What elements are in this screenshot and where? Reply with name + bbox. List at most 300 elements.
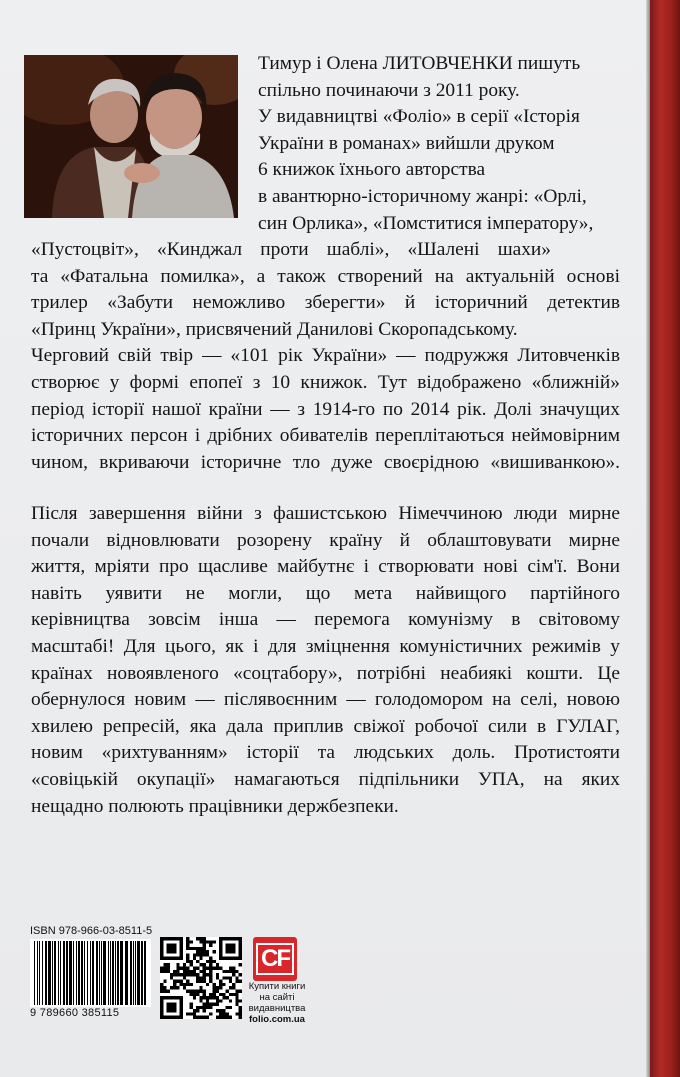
barcode-digits: 9 789660 385115: [30, 1007, 120, 1019]
qr-module: [193, 996, 196, 999]
qr-module: [193, 993, 196, 996]
qr-module: [219, 999, 222, 1002]
qr-module: [163, 986, 166, 989]
qr-module: [203, 970, 206, 973]
qr-module: [206, 1006, 209, 1009]
qr-module: [206, 1016, 209, 1019]
qr-module: [203, 993, 206, 996]
barcode-bar: [87, 941, 88, 1005]
qr-module: [239, 999, 242, 1002]
barcode-bar: [52, 941, 53, 1005]
qr-module: [173, 983, 176, 986]
qr-module: [209, 1003, 212, 1006]
qr-module: [167, 967, 170, 970]
qr-module: [203, 944, 206, 947]
qr-module: [193, 973, 196, 976]
bio-line: «Принц України», присвячений Данилові Скоропадському.: [31, 318, 518, 340]
qr-module: [239, 989, 242, 992]
barcode-bar: [133, 941, 134, 1005]
qr-module: [167, 1003, 177, 1013]
qr-module: [206, 953, 209, 956]
qr-module: [216, 996, 219, 999]
qr-module: [226, 970, 229, 973]
qr-module: [203, 980, 206, 983]
synopsis-line: «совіцькій окупації» намагаються підпільники УПА, на яких: [31, 768, 620, 790]
barcode-bar: [120, 941, 123, 1005]
qr-module: [203, 1016, 206, 1019]
qr-module: [173, 980, 176, 983]
synopsis-line: новим «рихтуванням» історії та людських доль. Протистояти: [31, 742, 620, 764]
qr-module: [209, 996, 212, 999]
qr-module: [209, 967, 212, 970]
barcode-bar: [45, 941, 47, 1005]
qr-module: [196, 989, 199, 992]
qr-module: [239, 1006, 242, 1009]
qr-module: [206, 967, 209, 970]
qr-module: [180, 967, 183, 970]
qr-module: [190, 989, 193, 992]
barcode-bar: [96, 941, 98, 1005]
qr-module: [219, 983, 222, 986]
qr-module: [160, 986, 163, 989]
qr-module: [183, 970, 186, 973]
bio-line: У видавництві «Фоліо» в серії «Історія: [258, 106, 580, 128]
bio-line: «Пустоцвіт», «Кинджал проти шаблі», «Шалені шахи»: [31, 239, 551, 260]
qr-module: [229, 993, 232, 996]
qr-module: [212, 1003, 215, 1006]
qr-module: [222, 996, 225, 999]
qr-module: [199, 970, 202, 973]
qr-module: [239, 1016, 242, 1019]
qr-module: [229, 967, 232, 970]
qr-module: [183, 976, 186, 979]
barcode-bar: [34, 941, 35, 1005]
qr-module: [226, 1006, 229, 1009]
qr-module: [212, 996, 215, 999]
qr-module: [196, 993, 199, 996]
qr-module: [235, 989, 238, 992]
barcode-bar: [69, 941, 72, 1005]
bio-line: трилер «Забути неможливо зберегти» й історичний детектив: [31, 292, 620, 314]
qr-module: [199, 947, 202, 950]
qr-module: [176, 986, 179, 989]
qr-module: [193, 967, 196, 970]
qr-module: [212, 940, 215, 943]
synopsis-line: почали відновлювати розорену країну й облаштовувати мирне: [31, 529, 620, 551]
qr-module: [206, 1003, 209, 1006]
synopsis-line: керівництва зовсім інша — перемога комунізму в світовому: [31, 609, 620, 631]
qr-module: [226, 996, 229, 999]
qr-module: [232, 993, 235, 996]
qr-module: [190, 960, 193, 963]
qr-module: [235, 976, 238, 979]
qr-module: [226, 1012, 229, 1015]
qr-module: [212, 950, 215, 953]
qr-module: [203, 967, 206, 970]
qr-module: [235, 993, 238, 996]
qr-module: [199, 1006, 202, 1009]
publisher-website[interactable]: folio.com.ua: [249, 1014, 305, 1025]
buy-line: Купити книги: [248, 981, 306, 992]
qr-module: [186, 983, 189, 986]
synopsis-line: обернулося новим — післявоєнним — голодомором на селі, новою: [31, 689, 620, 711]
qr-module: [239, 980, 242, 983]
qr-module: [209, 957, 212, 960]
buy-online-note: [247, 981, 307, 1025]
qr-module: [203, 1009, 206, 1012]
barcode-bar: [103, 941, 106, 1005]
qr-module: [199, 976, 202, 979]
qr-module: [176, 973, 179, 976]
qr-module: [170, 986, 173, 989]
qr-module: [186, 970, 189, 973]
bio-line: в авантюрно-історичному жанрі: «Орлі,: [258, 185, 587, 207]
qr-module: [206, 999, 209, 1002]
qr-module: [176, 963, 179, 966]
qr-module: [206, 983, 209, 986]
qr-module: [160, 970, 163, 973]
qr-module: [232, 983, 235, 986]
qr-module: [229, 1006, 232, 1009]
qr-module: [216, 1009, 219, 1012]
qr-module: [212, 983, 215, 986]
qr-module: [163, 963, 166, 966]
qr-module: [209, 940, 212, 943]
qr-module: [193, 1009, 196, 1012]
qr-module: [219, 967, 222, 970]
qr-module: [209, 993, 212, 996]
qr-module: [193, 957, 196, 960]
qr-module: [173, 986, 176, 989]
qr-module: [199, 937, 202, 940]
qr-module: [190, 940, 193, 943]
qr-module: [226, 989, 229, 992]
barcode-bar: [141, 941, 143, 1005]
qr-module: [216, 967, 219, 970]
barcode-bar: [42, 941, 43, 1005]
qr-module: [199, 986, 202, 989]
qr-module: [170, 973, 173, 976]
synopsis-line: нещадно полюють працівники держбезпеки.: [31, 795, 399, 817]
qr-module: [163, 970, 166, 973]
qr-module: [196, 976, 199, 979]
qr-module: [203, 989, 206, 992]
qr-module: [239, 963, 242, 966]
qr-module: [222, 1016, 225, 1019]
qr-module: [167, 963, 170, 966]
qr-module: [186, 957, 189, 960]
qr-module: [199, 963, 202, 966]
bio-line: історичних персон і дрібних обивателів переплітаються неймовірним: [31, 425, 620, 447]
qr-module: [222, 976, 225, 979]
qr-module: [160, 983, 163, 986]
isbn-label: ISBN 978-966-03-8511-5: [30, 925, 153, 937]
bio-line: створює у формі епопеї з 10 книжок. Тут відображено «ближній»: [31, 371, 620, 393]
bio-line: період історії нашої країни — з 1914-го по 2014 рік. Долі значущих: [31, 398, 620, 420]
bio-line: спільно починаючи з 2011 року.: [258, 79, 520, 101]
qr-module: [226, 976, 229, 979]
qr-module: [216, 999, 219, 1002]
qr-module: [203, 937, 206, 940]
qr-module: [206, 960, 209, 963]
qr-module: [183, 967, 186, 970]
qr-module: [180, 983, 183, 986]
qr-module: [193, 989, 196, 992]
qr-module: [176, 970, 179, 973]
qr-module: [219, 986, 222, 989]
barcode-bar: [99, 941, 100, 1005]
author-bio-intro: [258, 51, 593, 237]
barcode-bar: [110, 941, 111, 1005]
qr-module: [235, 1003, 238, 1006]
qr-module: [196, 947, 199, 950]
bio-line: Тимур і Олена ЛИТОВЧЕНКИ пишуть: [258, 53, 581, 74]
qr-module: [229, 999, 232, 1002]
qr-module: [209, 973, 212, 976]
qr-module: [196, 950, 199, 953]
barcode-bar: [39, 941, 40, 1005]
qr-module: [190, 1003, 193, 1006]
isbn-barcode: [30, 939, 151, 1007]
qr-module: [219, 1009, 222, 1012]
qr-module: [196, 1009, 199, 1012]
qr-module: [212, 986, 215, 989]
qr-module: [206, 950, 209, 953]
barcode-bar: [90, 941, 91, 1005]
qr-module: [209, 960, 212, 963]
qr-module: [209, 980, 212, 983]
qr-module: [183, 983, 186, 986]
qr-module: [203, 940, 206, 943]
author-bio-continued: [31, 237, 620, 476]
qr-module: [229, 970, 232, 973]
qr-module: [203, 963, 206, 966]
qr-module: [196, 1006, 199, 1009]
qr-module: [209, 1006, 212, 1009]
qr-module: [186, 1012, 189, 1015]
qr-module: [186, 940, 189, 943]
qr-module: [160, 989, 163, 992]
qr-module: [199, 989, 202, 992]
qr-code: [160, 937, 242, 1019]
qr-module: [193, 1012, 196, 1015]
barcode-bar: [66, 941, 68, 1005]
bio-line: син Орлика», «Помститися імператору»,: [258, 212, 594, 234]
qr-module: [226, 944, 236, 954]
qr-module: [206, 973, 209, 976]
qr-module: [216, 963, 219, 966]
qr-module: [212, 967, 215, 970]
barcode-bar: [60, 941, 61, 1005]
synopsis-line: масштабі! Для цього, як і для зміцнення комуністичних режимів у: [31, 635, 620, 657]
barcode-bar: [54, 941, 56, 1005]
qr-module: [160, 967, 163, 970]
qr-module: [222, 983, 225, 986]
qr-module: [190, 983, 193, 986]
qr-module: [190, 963, 193, 966]
qr-module: [206, 996, 209, 999]
publisher-logo-text: CF: [256, 943, 294, 975]
qr-module: [232, 973, 235, 976]
qr-module: [229, 980, 232, 983]
qr-module: [167, 989, 170, 992]
qr-module: [216, 973, 219, 976]
qr-module: [186, 960, 189, 963]
barcode-bar: [112, 941, 114, 1005]
qr-module: [193, 1016, 196, 1019]
buy-line: на сайті: [259, 992, 295, 1003]
qr-module: [196, 953, 199, 956]
barcode-bar: [78, 941, 80, 1005]
qr-module: [216, 1003, 219, 1006]
qr-module: [239, 1009, 242, 1012]
qr-module: [163, 980, 166, 983]
publisher-logo: [253, 937, 297, 981]
barcode-bar: [117, 941, 119, 1005]
qr-module: [199, 996, 202, 999]
qr-module: [222, 993, 225, 996]
qr-module: [203, 953, 206, 956]
qr-module: [209, 976, 212, 979]
qr-module: [186, 980, 189, 983]
qr-module: [209, 944, 212, 947]
qr-module: [219, 1016, 222, 1019]
qr-module: [229, 1016, 232, 1019]
qr-module: [222, 970, 225, 973]
barcode-bar: [76, 941, 77, 1005]
qr-module: [190, 970, 193, 973]
qr-module: [186, 989, 189, 992]
qr-module: [203, 1003, 206, 1006]
barcode-bar: [125, 941, 128, 1005]
qr-module: [196, 960, 199, 963]
barcode-bar: [81, 941, 83, 1005]
qr-module: [176, 967, 179, 970]
authors-photo: [24, 55, 238, 218]
qr-module: [190, 1006, 193, 1009]
qr-module: [232, 967, 235, 970]
qr-module: [190, 993, 193, 996]
qr-module: [196, 980, 199, 983]
qr-module: [235, 980, 238, 983]
qr-module: [180, 973, 183, 976]
qr-module: [219, 1012, 222, 1015]
qr-module: [186, 973, 189, 976]
qr-module: [222, 1009, 225, 1012]
qr-module: [216, 989, 219, 992]
barcode-bar: [108, 941, 109, 1005]
barcode-bar: [115, 941, 116, 1005]
buy-line: видавництва: [248, 1003, 306, 1014]
qr-module: [186, 953, 189, 956]
qr-module: [209, 963, 212, 966]
qr-module: [232, 986, 235, 989]
qr-module: [196, 973, 199, 976]
bio-line: та «Фатальна помилка», а також створений на актуальній основі: [31, 265, 620, 287]
synopsis-line: Після завершення війни з фашистською Німеччиною люди мирне: [31, 503, 620, 524]
bio-line: України в романах» вийшли друком: [258, 132, 555, 154]
qr-module: [212, 960, 215, 963]
qr-module: [196, 1016, 199, 1019]
qr-module: [190, 973, 193, 976]
qr-module: [186, 947, 189, 950]
barcode-bar: [135, 941, 136, 1005]
qr-module: [219, 980, 222, 983]
qr-module: [203, 947, 206, 950]
qr-module: [235, 999, 238, 1002]
qr-module: [199, 953, 202, 956]
qr-module: [199, 950, 202, 953]
qr-module: [226, 1016, 229, 1019]
qr-module: [193, 970, 196, 973]
synopsis-line: країнах новоявленого «соцтабору», потрібні неабиякі кошти. Це: [31, 662, 620, 684]
barcode-bar: [73, 941, 74, 1005]
qr-module: [173, 970, 176, 973]
barcode-bar: [137, 941, 140, 1005]
qr-module: [167, 944, 177, 954]
bio-line: Черговий свій твір — «101 рік України» — подружжя Литовченків: [31, 345, 620, 367]
qr-module: [216, 1016, 219, 1019]
qr-module: [199, 1016, 202, 1019]
barcode-bar: [48, 941, 51, 1005]
barcode-bar: [58, 941, 59, 1005]
qr-module: [186, 937, 189, 940]
qr-module: [203, 950, 206, 953]
bio-line: 6 книжок їхнього авторства: [258, 159, 486, 181]
qr-module: [167, 970, 170, 973]
book-spine: [650, 0, 680, 1077]
qr-module: [232, 970, 235, 973]
qr-module: [199, 957, 202, 960]
barcode-bar: [101, 941, 102, 1005]
qr-module: [176, 980, 179, 983]
qr-module: [203, 1006, 206, 1009]
book-synopsis: [31, 501, 620, 820]
qr-module: [229, 986, 232, 989]
qr-module: [196, 937, 199, 940]
barcode-bar: [84, 941, 85, 1005]
barcode-bar: [92, 941, 94, 1005]
synopsis-line: хвилею репресій, яка дала приплив свіжої робочої сили в ГУЛАГ,: [31, 715, 620, 737]
qr-module: [196, 967, 199, 970]
qr-module: [183, 973, 186, 976]
qr-module: [186, 967, 189, 970]
qr-module: [170, 976, 173, 979]
barcode-bar: [144, 941, 146, 1005]
qr-module: [173, 973, 176, 976]
qr-module: [199, 940, 202, 943]
qr-module: [203, 976, 206, 979]
qr-module: [235, 970, 238, 973]
qr-module: [239, 1012, 242, 1015]
barcode-bar: [63, 941, 65, 1005]
qr-module: [199, 980, 202, 983]
barcode-bar: [37, 941, 38, 1005]
bio-line: чином, вкриваючи історичне тло дуже своєрідною «вишиванкою».: [31, 451, 620, 473]
qr-module: [186, 944, 189, 947]
qr-module: [209, 970, 212, 973]
qr-module: [216, 986, 219, 989]
qr-module: [206, 940, 209, 943]
qr-module: [183, 963, 186, 966]
qr-module: [163, 967, 166, 970]
qr-module: [212, 989, 215, 992]
qr-module: [190, 1012, 193, 1015]
qr-module: [203, 973, 206, 976]
qr-module: [199, 999, 202, 1002]
barcode-bar: [130, 941, 132, 1005]
qr-module: [183, 986, 186, 989]
